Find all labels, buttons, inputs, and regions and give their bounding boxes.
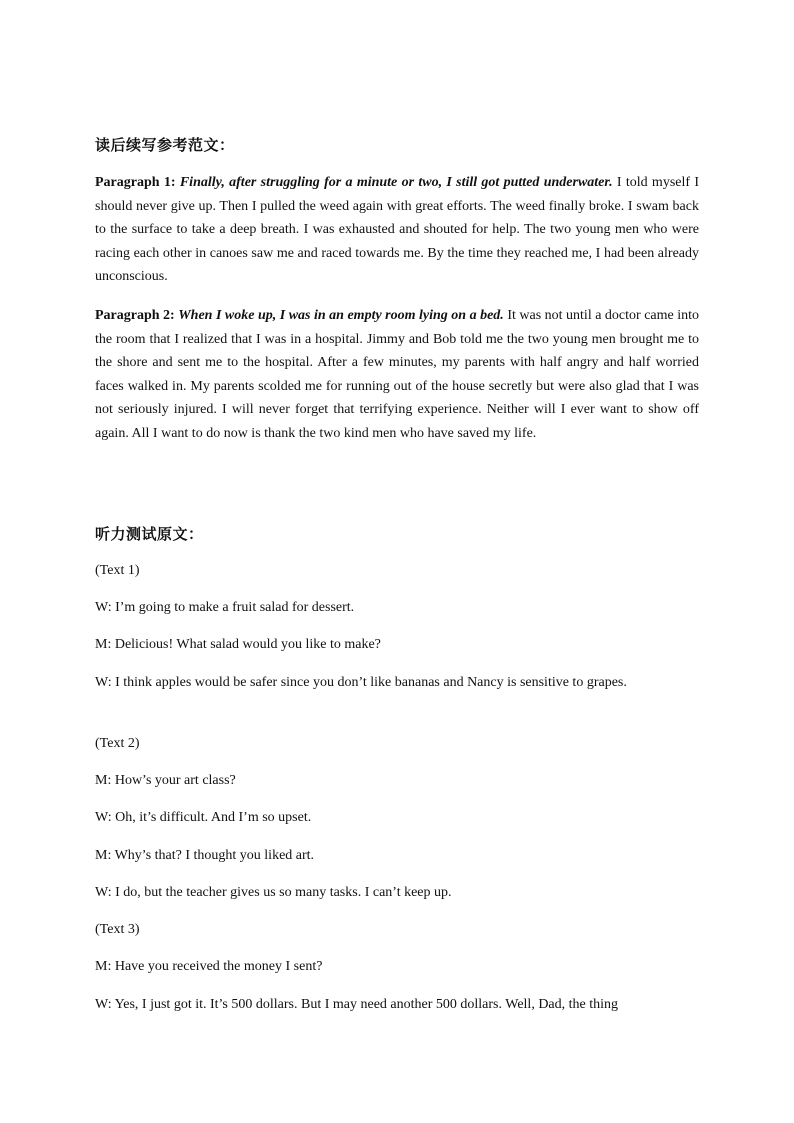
transcript-line: (Text 3) [95, 922, 140, 937]
listening-section-heading: 听力测试原文： [95, 525, 204, 543]
transcript-line: (Text 1) [95, 563, 140, 578]
paragraph-1 [95, 171, 699, 289]
transcript-line: M: Delicious! What salad would you like to make? [95, 637, 381, 652]
paragraph-2-label: Paragraph 2: [95, 308, 175, 323]
transcript-line: W: I’m going to make a fruit salad for dessert. [95, 600, 355, 615]
reading-section-heading: 读后续写参考范文： [95, 136, 235, 154]
transcript-line: M: Why’s that? I thought you liked art. [95, 848, 315, 863]
transcript-line: M: How’s your art class? [95, 773, 236, 788]
paragraph-1-body: I told myself I should never give up. Then I pulled the weed again with great efforts. The weed finally broke. I swam back to the surface to take a deep breath. I was exhausted and shouted for help. The two young men who were racing each other in canoes saw me and raced towards me. By the time they reached me, I had been already unconscious. [95, 175, 700, 285]
transcript-line: (Text 2) [95, 736, 140, 751]
paragraph-1-lead-sentence: Finally, after struggling for a minute or two, I still got putted underwater. [179, 175, 613, 190]
paragraph-2-lead-sentence: When I woke up, I was in an empty room lying on a bed. [178, 308, 504, 323]
transcript-line: W: Oh, it’s difficult. And I’m so upset. [95, 810, 312, 825]
transcript-line: W: Yes, I just got it. It’s 500 dollars. But I may need another 500 dollars. Well, Dad, the thing [95, 997, 619, 1012]
transcript-line: M: Have you received the money I sent? [95, 959, 323, 974]
transcript-line: W: I think apples would be safer since you don’t like bananas and Nancy is sensitive to grapes. [95, 675, 627, 690]
paragraph-2-body: It was not until a doctor came into the room that I realized that I was in a hospital. Jimmy and Bob told me the two young men brought me to the shore and sent me to the hospital. After a few minutes, my parents with half angry and half worried faces walked in. My parents scolded me for running out of the house secretly but were also glad that I was not seriously injured. I will never forget that terrifying experience. Neither will I ever want to show off again. All I want to do now is thank the two kind men who have saved my life. [95, 308, 700, 441]
paragraph-1-label: Paragraph 1: [95, 175, 176, 190]
paragraph-2 [95, 304, 699, 446]
transcript-line: W: I do, but the teacher gives us so many tasks. I can’t keep up. [95, 885, 452, 900]
